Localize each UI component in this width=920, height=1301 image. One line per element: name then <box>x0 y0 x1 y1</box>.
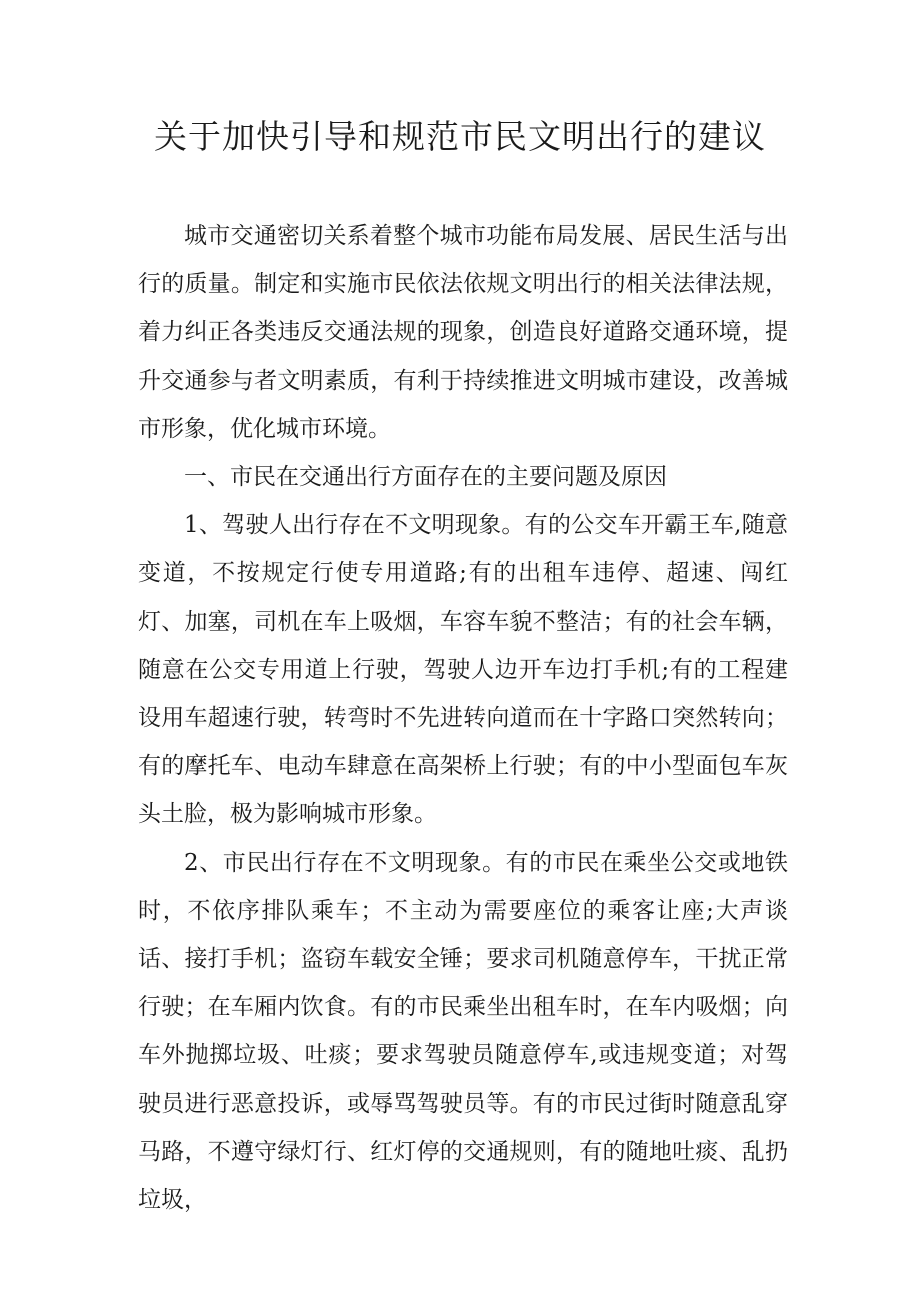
section-heading: 一、市民在交通出行方面存在的主要问题及原因 <box>184 464 667 491</box>
paragraph-intro: 城市交通密切关系着整个城市功能布局发展、居民生活与出行的质量。制定和实施市民依法依规文明出行的相关法律法规，着力纠正各类违反交通法规的现象，创造良好道路交通环境，提升交通参与者文明素质，有利于持续推进文明城市建设，改善城市形象，优化城市环境。 <box>138 223 788 442</box>
paragraph-citizens: 2、市民出行存在不文明现象。有的市民在乘坐公交或地铁时，不依序排队乘车；不主动为需要座位的乘客让座;大声谈话、接打手机；盗窃车载安全锤；要求司机随意停车，干扰正常行驶；在车厢内饮食。有的市民乘坐出租车时，在车内吸烟；向车外抛掷垃圾、吐痰；要求驾驶员随意停车,或违规变道；对驾驶员进行恶意投诉，或辱骂驾驶员等。有的市民过街时随意乱穿马路，不遵守绿灯行、红灯停的交通规则，有的随地吐痰、乱扔垃圾， <box>138 849 788 1214</box>
document-body <box>138 212 788 1224</box>
document-title: 关于加快引导和规范市民文明出行的建议 <box>154 117 766 156</box>
paragraph-drivers: 1、驾驶人出行存在不文明现象。有的公交车开霸王车,随意变道，不按规定行使专用道路;有的出租车违停、超速、闯红灯、加塞，司机在车上吸烟，车容车貌不整洁；有的社会车辆，随意在公交专用道上行驶，驾驶人边开车边打手机;有的工程建设用车超速行驶，转弯时不先进转向道而在十字路口突然转向；有的摩托车、电动车肆意在高架桥上行驶；有的中小型面包车灰头土脸，极为影响城市形象。 <box>138 512 788 828</box>
